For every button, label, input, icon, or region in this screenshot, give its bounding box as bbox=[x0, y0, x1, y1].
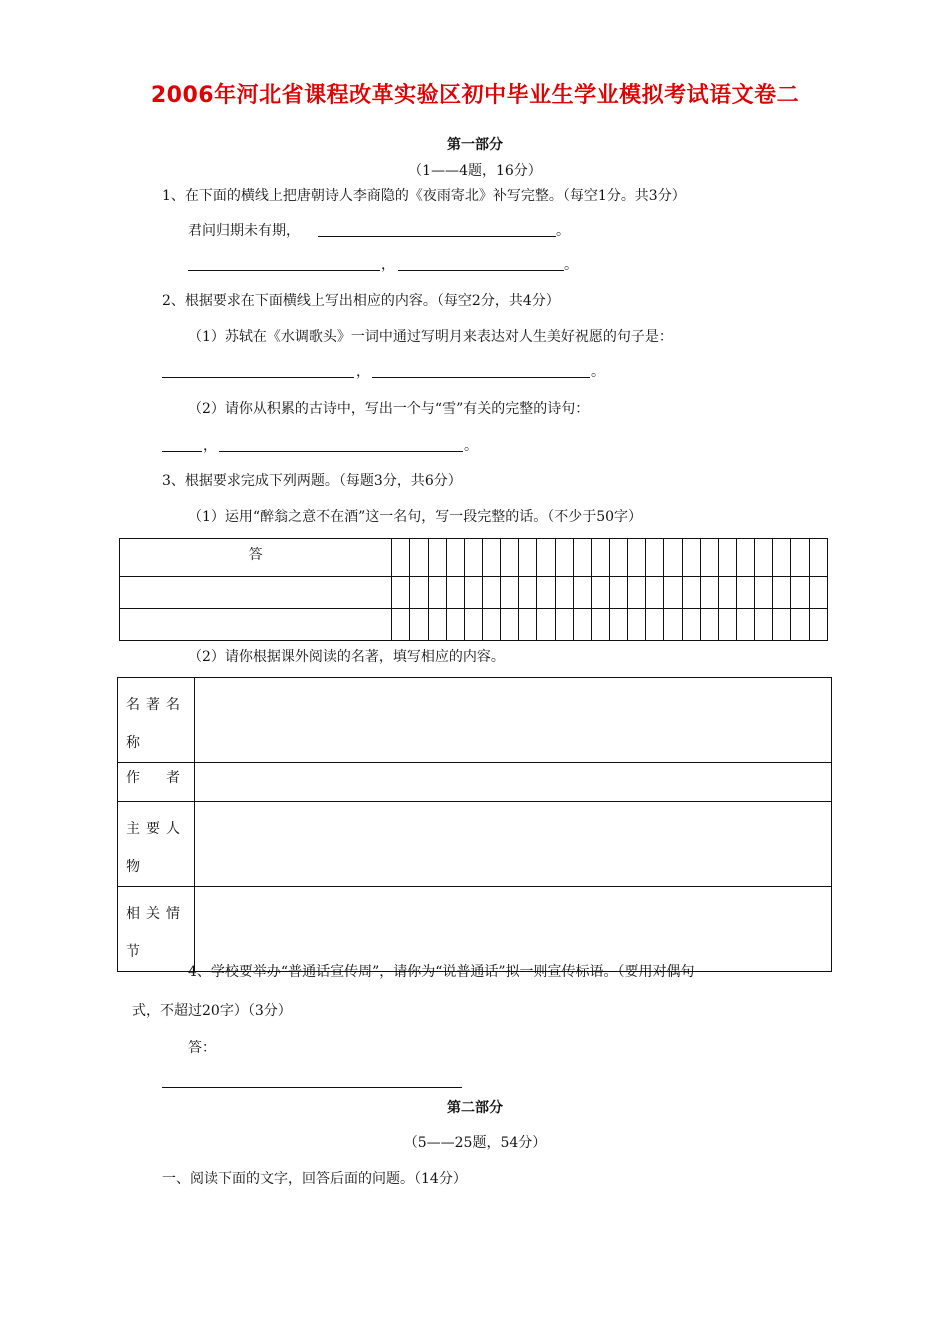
grid-cell[interactable] bbox=[609, 539, 627, 577]
grid-cell[interactable] bbox=[573, 577, 591, 609]
grid-cell[interactable] bbox=[591, 577, 609, 609]
grid-cell[interactable] bbox=[591, 609, 609, 641]
grid-cell[interactable] bbox=[446, 539, 464, 577]
punctuation-comma: ， bbox=[356, 364, 370, 380]
answer-blank[interactable] bbox=[372, 377, 590, 378]
grid-cell[interactable] bbox=[809, 539, 827, 577]
cell-author[interactable] bbox=[195, 763, 832, 802]
answer-blank[interactable] bbox=[398, 270, 564, 271]
grid-cell[interactable] bbox=[555, 539, 573, 577]
grid-cell[interactable] bbox=[736, 577, 754, 609]
q2-sub2: （2）请你从积累的古诗中，写出一个与“雪”有关的完整的诗句： bbox=[188, 401, 590, 417]
grid-cell[interactable] bbox=[682, 577, 700, 609]
answer-blank[interactable] bbox=[162, 451, 202, 452]
answer-blank[interactable] bbox=[188, 270, 380, 271]
grid-cell[interactable] bbox=[591, 539, 609, 577]
answer-blank[interactable] bbox=[162, 1087, 462, 1088]
part2-section1: 一、阅读下面的文字，回答后面的问题。（14分） bbox=[162, 1171, 467, 1187]
punctuation-period: 。 bbox=[464, 438, 478, 454]
grid-cell[interactable] bbox=[718, 609, 736, 641]
grid-cell[interactable] bbox=[446, 609, 464, 641]
grid-cell[interactable] bbox=[700, 577, 718, 609]
grid-cell[interactable] bbox=[464, 539, 482, 577]
book-info-table bbox=[117, 677, 832, 972]
grid-cell[interactable] bbox=[519, 609, 537, 641]
grid-cell[interactable] bbox=[555, 609, 573, 641]
q3-prompt: 3、根据要求完成下列两题。（每题3分，共6分） bbox=[162, 473, 462, 489]
part1-range: （1——4题，16分） bbox=[408, 163, 542, 179]
grid-cell[interactable] bbox=[791, 539, 809, 577]
grid-cell[interactable] bbox=[809, 609, 827, 641]
punctuation-comma: ， bbox=[381, 257, 395, 273]
cell-plot[interactable] bbox=[195, 887, 832, 972]
punctuation-period: 。 bbox=[556, 223, 570, 239]
exam-title: 2006年河北省课程改革实验区初中毕业生学业模拟考试语文卷二 bbox=[150, 83, 800, 108]
grid-cell[interactable] bbox=[791, 609, 809, 641]
grid-cell[interactable] bbox=[537, 539, 555, 577]
grid-cell[interactable] bbox=[700, 539, 718, 577]
grid-cell[interactable] bbox=[573, 539, 591, 577]
grid-cell[interactable] bbox=[410, 577, 428, 609]
part2-range: （5——25题，54分） bbox=[403, 1135, 547, 1151]
q2-sub1: （1）苏轼在《水调歌头》一词中通过写明月来表达对人生美好祝愿的句子是： bbox=[188, 329, 673, 345]
answer-blank[interactable] bbox=[318, 236, 556, 237]
grid-cell[interactable] bbox=[773, 577, 791, 609]
grid-cell[interactable] bbox=[773, 539, 791, 577]
grid-cell[interactable] bbox=[501, 577, 519, 609]
grid-cell[interactable] bbox=[628, 577, 646, 609]
grid-cell[interactable] bbox=[628, 539, 646, 577]
grid-cell[interactable] bbox=[664, 539, 682, 577]
row-label-main-characters: 主要人物 bbox=[118, 802, 195, 887]
grid-cell[interactable] bbox=[392, 609, 410, 641]
grid-cell[interactable] bbox=[483, 609, 501, 641]
grid-cell[interactable] bbox=[609, 609, 627, 641]
grid-cell[interactable] bbox=[392, 577, 410, 609]
grid-cell[interactable] bbox=[483, 577, 501, 609]
punctuation-period: 。 bbox=[591, 364, 605, 380]
part2-heading: 第二部分 bbox=[447, 1100, 503, 1116]
grid-cell[interactable] bbox=[664, 577, 682, 609]
part1-heading: 第一部分 bbox=[447, 137, 503, 153]
grid-cell[interactable] bbox=[428, 609, 446, 641]
punctuation-period: 。 bbox=[564, 257, 578, 273]
row-label-plot: 相关情节 bbox=[118, 887, 195, 972]
grid-cell[interactable] bbox=[410, 609, 428, 641]
grid-cell[interactable] bbox=[755, 539, 773, 577]
grid-cell[interactable] bbox=[464, 577, 482, 609]
punctuation-comma: ， bbox=[203, 438, 217, 454]
grid-cell[interactable] bbox=[664, 609, 682, 641]
q3-sub1: （1）运用“醉翁之意不在酒”这一名句，写一段完整的话。（不少于50字） bbox=[188, 509, 643, 525]
grid-cell[interactable] bbox=[736, 539, 754, 577]
grid-cell[interactable] bbox=[501, 539, 519, 577]
grid-cell[interactable] bbox=[555, 577, 573, 609]
cell-book-title[interactable] bbox=[195, 678, 832, 763]
grid-cell[interactable] bbox=[573, 609, 591, 641]
grid-cell-answer: 答 bbox=[120, 539, 392, 577]
grid-cell[interactable] bbox=[120, 577, 392, 609]
grid-cell[interactable] bbox=[809, 577, 827, 609]
q4-prompt-line2: 式，不超过20字）（3分） bbox=[132, 1003, 292, 1019]
grid-cell[interactable] bbox=[392, 539, 410, 577]
grid-cell[interactable] bbox=[682, 539, 700, 577]
grid-cell[interactable] bbox=[628, 609, 646, 641]
grid-cell[interactable] bbox=[464, 609, 482, 641]
grid-cell[interactable] bbox=[428, 539, 446, 577]
grid-cell[interactable] bbox=[646, 609, 664, 641]
grid-cell[interactable] bbox=[519, 577, 537, 609]
grid-cell[interactable] bbox=[501, 609, 519, 641]
grid-cell[interactable] bbox=[446, 577, 464, 609]
grid-cell[interactable] bbox=[755, 577, 773, 609]
grid-cell[interactable] bbox=[700, 609, 718, 641]
row-label-author: 作 者 bbox=[118, 763, 195, 802]
grid-cell[interactable] bbox=[718, 539, 736, 577]
q1-line1-prefix: 君问归期未有期， bbox=[188, 223, 300, 239]
grid-cell[interactable] bbox=[736, 609, 754, 641]
grid-cell[interactable] bbox=[519, 539, 537, 577]
q3-sub2: （2）请你根据课外阅读的名著，填写相应的内容。 bbox=[188, 649, 505, 665]
grid-cell[interactable] bbox=[646, 577, 664, 609]
grid-cell[interactable] bbox=[428, 577, 446, 609]
grid-cell[interactable] bbox=[483, 539, 501, 577]
answer-blank[interactable] bbox=[162, 377, 354, 378]
grid-cell[interactable] bbox=[120, 609, 392, 641]
grid-cell[interactable] bbox=[718, 577, 736, 609]
answer-blank[interactable] bbox=[219, 451, 463, 452]
q4-answer-label: 答： bbox=[188, 1040, 216, 1056]
cell-main-characters[interactable] bbox=[195, 802, 832, 887]
q2-prompt: 2、根据要求在下面横线上写出相应的内容。（每空2分，共4分） bbox=[162, 293, 560, 309]
row-label-book-title: 名著名称 bbox=[118, 678, 195, 763]
grid-cell[interactable] bbox=[609, 577, 627, 609]
grid-cell[interactable] bbox=[682, 609, 700, 641]
writing-grid bbox=[119, 538, 828, 641]
grid-cell[interactable] bbox=[755, 609, 773, 641]
q4-prompt-line1: 4、学校要举办“普通话宣传周”，请你为“说普通话”拟一则宣传标语。（要用对偶句 bbox=[188, 964, 695, 980]
grid-cell[interactable] bbox=[773, 609, 791, 641]
grid-cell[interactable] bbox=[791, 577, 809, 609]
grid-cell[interactable] bbox=[537, 609, 555, 641]
grid-cell[interactable] bbox=[537, 577, 555, 609]
grid-cell[interactable] bbox=[410, 539, 428, 577]
grid-cell[interactable] bbox=[646, 539, 664, 577]
q1-prompt: 1、在下面的横线上把唐朝诗人李商隐的《夜雨寄北》补写完整。（每空1分。共3分） bbox=[162, 188, 686, 204]
